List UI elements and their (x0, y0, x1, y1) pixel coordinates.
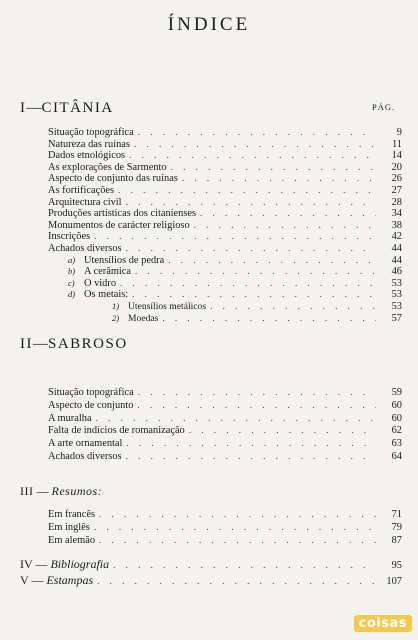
toc-entry (48, 207, 402, 219)
entry-label (48, 425, 185, 437)
entry-label: IV — Bibliografia (20, 557, 110, 571)
entry-text: Natureza das ruínas (48, 138, 130, 150)
leader-dots (129, 149, 376, 161)
entry-text: Arquitectura civil (48, 196, 122, 208)
leader-dots (194, 219, 376, 231)
section-heading-resumos: III — Resumos: (20, 484, 103, 498)
watermark-logo: coisas (354, 615, 412, 632)
leader-dots (113, 559, 376, 571)
entry-page: 38 (391, 219, 402, 231)
entry-label (48, 413, 92, 425)
toc-entry (48, 172, 402, 184)
entry-page: 11 (391, 138, 402, 150)
entry-marker: d) (68, 289, 76, 300)
leader-dots (126, 242, 376, 254)
entry-text: Utensílios de pedra (84, 254, 165, 266)
leader-dots (126, 196, 376, 208)
toc-entry (48, 184, 402, 196)
entry-text: Em alemão (48, 534, 96, 546)
entry-estampas (20, 574, 402, 586)
entry-text: Em francês (48, 509, 96, 520)
entry-text: Moedas (128, 312, 159, 324)
entry-page: 95 (391, 560, 402, 571)
toc-entry (48, 450, 402, 462)
entry-page: 42 (391, 231, 402, 243)
entry-page: 53 (391, 277, 402, 289)
entry-text: A cerâmica (84, 266, 132, 278)
entry-marker: a) (68, 254, 76, 265)
toc-entry (48, 399, 402, 411)
entry-text: Inscrições (48, 231, 91, 243)
entry-label (48, 400, 133, 412)
entry-page: 26 (391, 173, 402, 185)
toc-entry (48, 219, 402, 231)
entry-page: 107 (386, 576, 402, 587)
leader-dots (118, 184, 376, 196)
toc-entry (48, 242, 402, 254)
leader-dots (126, 437, 376, 449)
toc-entry (48, 437, 402, 449)
entry-label (112, 312, 158, 325)
entry-page: 60 (391, 399, 402, 411)
entry-text: As explorações de Sarmento (48, 161, 167, 173)
leader-dots (132, 288, 376, 300)
entry-text: Utensílios metálicos (128, 301, 207, 312)
entry-page: 46 (391, 266, 402, 278)
entry-marker: 1) (112, 301, 120, 311)
entry-page: 87 (391, 534, 402, 546)
entry-text: Aspecto de conjunto das ruínas (48, 173, 178, 185)
entry-text: Aspecto de conjunto (48, 399, 134, 411)
toc-entry (68, 254, 402, 266)
leader-dots (96, 412, 376, 424)
leader-dots (97, 575, 376, 587)
entry-page: 44 (391, 254, 402, 266)
leader-dots (135, 265, 376, 277)
leader-dots (99, 534, 376, 546)
entry-page: 20 (391, 161, 402, 173)
entry-text: Monumentos de carácter religioso (48, 219, 190, 231)
toc-entry (48, 161, 402, 173)
entry-text: Achados diversos (48, 451, 122, 462)
page-column-label: PÁG. (372, 102, 396, 112)
entry-page: 59 (391, 387, 402, 398)
toc-entry (48, 230, 402, 242)
toc-entry (48, 412, 402, 424)
entry-page: 62 (391, 425, 402, 437)
section-heading-citania: I—CITÂNIA (20, 100, 114, 116)
leader-dots (171, 161, 376, 173)
leader-dots (210, 300, 376, 312)
entry-text: Dados etnológicos (48, 150, 126, 162)
section-heading-sabroso: II—SABROSO (20, 336, 128, 352)
entry-marker: b) (68, 266, 76, 277)
leader-dots (138, 386, 376, 398)
leader-dots (120, 277, 376, 289)
entry-marker: 2) (112, 312, 120, 323)
entry-page: 28 (391, 196, 402, 208)
toc-entry (68, 277, 402, 289)
entry-page: 44 (391, 243, 402, 254)
toc-entry (112, 312, 402, 324)
toc-entry (48, 196, 402, 208)
toc-entry (48, 534, 402, 546)
toc-entry (112, 300, 402, 312)
toc-entry (48, 386, 402, 398)
leader-dots (137, 399, 376, 411)
entry-text: A muralha (48, 412, 92, 424)
leader-dots (138, 126, 376, 138)
entry-page: 9 (396, 127, 402, 138)
toc-entry (68, 265, 402, 277)
entry-text: Falta de indícios de romanização (48, 425, 185, 437)
entry-text: Achados diversos (48, 243, 122, 254)
toc-entry (48, 508, 402, 520)
toc-entry (48, 126, 402, 138)
toc-entry (48, 138, 402, 150)
entry-page: 53 (391, 301, 402, 312)
leader-dots (126, 450, 376, 462)
entry-page: 34 (391, 208, 402, 220)
leader-dots (189, 424, 376, 436)
toc-entry (48, 521, 402, 533)
leader-dots (200, 207, 376, 219)
leader-dots (94, 230, 376, 242)
entry-label (48, 509, 95, 521)
leader-dots (182, 172, 376, 184)
entry-page: 27 (391, 185, 402, 196)
entry-text: A arte ornamental (48, 438, 123, 450)
toc-entry (48, 424, 402, 436)
entry-text: Em inglês (48, 521, 90, 533)
entry-page: 60 (391, 412, 402, 424)
entry-page: 64 (391, 451, 402, 462)
entry-page: 71 (391, 509, 402, 520)
entry-label (48, 522, 90, 534)
leader-dots (162, 312, 376, 324)
leader-dots (168, 254, 376, 266)
toc-entry (68, 288, 402, 300)
entry-text: Situação topográfica (48, 387, 134, 398)
entry-marker: c) (68, 277, 75, 288)
entry-label: V — Estampas (20, 573, 94, 587)
leader-dots (134, 138, 376, 150)
entry-text: Situação topográfica (48, 127, 134, 138)
entry-label (48, 438, 122, 450)
entry-page: 53 (391, 289, 402, 301)
page-title: ÍNDICE (167, 14, 251, 35)
entry-text: Produções artísticas dos citanienses (48, 208, 197, 220)
entry-bibliografia (20, 558, 402, 570)
entry-page: 57 (391, 312, 402, 324)
entry-text: O vidro (84, 277, 117, 289)
toc-entry (48, 149, 402, 161)
entry-page: 14 (391, 150, 402, 162)
leader-dots (99, 508, 376, 520)
leader-dots (94, 521, 376, 533)
entry-label (48, 387, 134, 399)
entry-page: 79 (391, 521, 402, 533)
entry-text: As fortificações (48, 185, 115, 196)
entry-label (48, 535, 95, 547)
entry-text: Os metais: (84, 289, 129, 301)
entry-label (48, 451, 122, 463)
entry-page: 63 (391, 438, 402, 450)
